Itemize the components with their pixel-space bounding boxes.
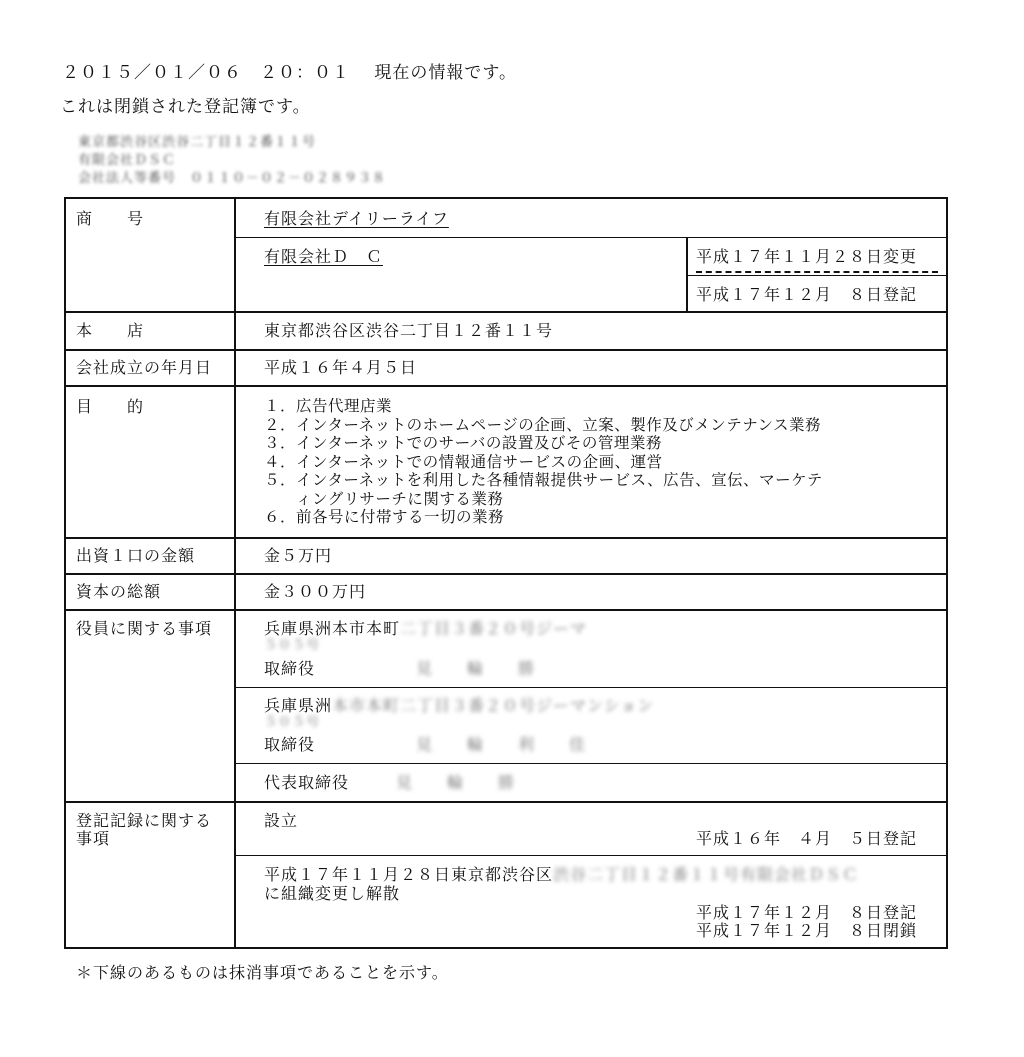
trade-name-change-date: 平成１７年１１月２８日変更 [696,247,918,266]
officer2-room-redacted: ５０５号 [264,715,321,730]
timestamp-suffix: 現在の情報です。 [374,63,518,83]
established-value: 平成１６年４月５日 [264,358,418,377]
officer1-title: 取締役 [264,659,316,678]
purpose-list [264,397,823,527]
officer1-address-redacted: 二丁目３番２０号ジーマ [400,619,588,638]
officer2-name-redacted: 見 輪 利 佳 [416,735,587,754]
closed-register-notice: これは閉鎖された登記簿です。 [60,97,311,117]
officer2-address [264,696,654,716]
officer1-room-redacted: ５０５号 [264,638,321,653]
records-label-line1: 登記記録に関する [76,811,213,830]
purpose-item: ５．インターネットを利用した各種情報提供サービス、広告、宣伝、マーケテ [264,471,823,489]
trade-name-current: 有限会社デイリーライフ [264,209,449,228]
trade-name-label: 商 号 [76,209,145,228]
records-entry2-date1: 平成１７年１２月 ８日登記 [696,903,918,922]
records-label-line2: 事項 [76,829,111,848]
total-capital-label: 資本の総額 [76,582,162,601]
strikeout-dashes [696,271,938,273]
officer2-address-visible: 兵庫県洲 [264,696,333,715]
timestamp: ２０１５／０１／０６ ２０：０１ [62,63,350,83]
blurred-company-header [78,134,386,188]
purpose-label: 目 的 [76,397,145,416]
head-office-label: 本 店 [76,321,145,340]
officer2-address-redacted: 本市本町二丁目３番２０号ジーマンション [332,696,655,715]
purpose-item: １．広告代理店業 [264,397,393,415]
blurred-corporate-number: 会社法人等番号 ０１１０－０２－０２８９３８ [78,171,387,186]
head-office-value: 東京都渋谷区渋谷二丁目１２番１１号 [264,321,554,340]
purpose-item: ３．インターネットでのサーバの設置及びその管理業務 [264,434,662,452]
records-entry2-line2: に組織変更し解散 [264,884,401,903]
purpose-item: ィングリサーチに関する業務 [264,489,504,508]
records-entry2-visible: 平成１７年１１月２８日東京都渋谷区 [264,865,554,884]
blurred-address: 東京都渋谷区渋谷二丁目１２番１１号 [78,135,317,150]
records-entry2-redacted: 渋谷二丁目１２番１１号有限会社ＤＳＣ [553,865,860,884]
records-entry2-line1 [264,865,859,885]
unit-capital-value: 金５万円 [264,546,333,565]
purpose-item: ６．前各号に付帯する一切の業務 [264,508,505,526]
purpose-item: ２．インターネットのホームページの企画、立案、製作及びメンテナンス業務 [264,415,822,434]
unit-capital-label: 出資１口の金額 [76,546,196,565]
timestamp-line [62,58,517,83]
blurred-company-name: 有限会社ＤＳＣ [78,153,177,168]
officer1-name-redacted: 見 輪 勝 [416,659,536,678]
rep-director-name-redacted: 見 輪 勝 [396,773,516,792]
rep-director-title: 代表取締役 [264,773,350,792]
records-entry1-text: 設立 [264,811,299,830]
registry-table [64,197,948,949]
footer-note: ＊下線のあるものは抹消事項であることを示す。 [76,963,449,982]
officers-label: 役員に関する事項 [76,619,213,638]
total-capital-value: 金３００万円 [264,582,367,601]
records-entry2-date2: 平成１７年１２月 ８日閉鎖 [696,921,918,940]
officer2-title: 取締役 [264,735,316,754]
purpose-item: ４．インターネットでの情報通信サービスの企画、運営 [264,452,663,471]
trade-name-register-date: 平成１７年１２月 ８日登記 [696,285,918,304]
established-label: 会社成立の年月日 [76,358,213,377]
records-entry1-date: 平成１６年 ４月 ５日登記 [696,829,918,848]
trade-name-previous: 有限会社Ｄ Ｃ [264,247,384,266]
officer1-address-visible: 兵庫県洲本市本町 [264,619,401,638]
